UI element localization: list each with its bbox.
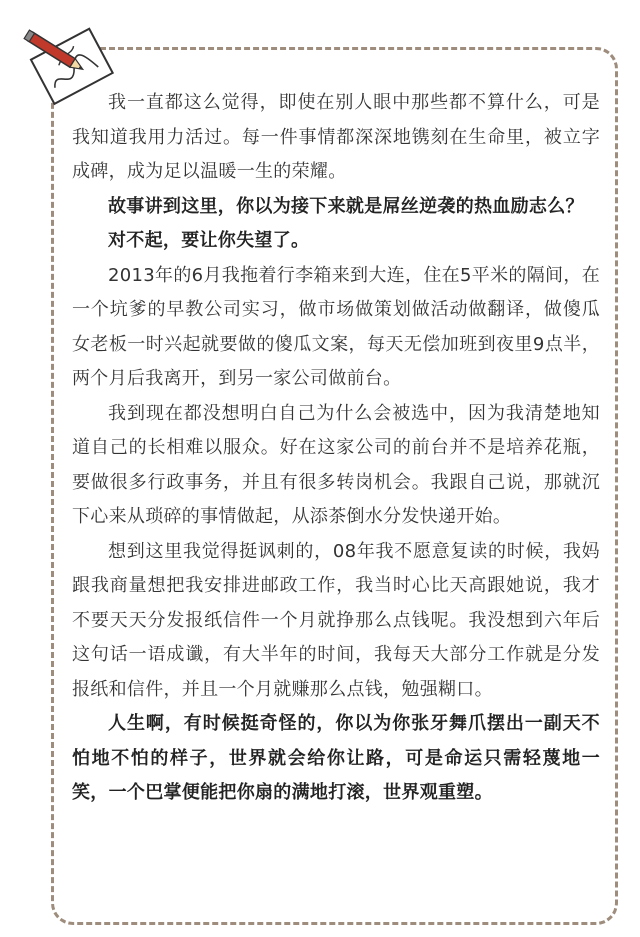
paragraph: 我一直都这么觉得，即使在别人眼中那些都不算什么，可是我知道我用力活过。每一件事情都深深地镌刻在生命里，被立字成碑，成为足以温暖一生的荣耀。 <box>72 92 600 182</box>
paragraph: 我到现在都没想明白自己为什么会被选中，因为我清楚地知道自己的长相难以服众。好在这家公司的前台并不是培养花瓶，要做很多行政事务，并且有很多转岗机会。我跟自己说，那就沉下心来从琐碎的事情做起，从添茶倒水分发快递开始。 <box>72 402 600 527</box>
paragraph-bold: 人生啊，有时候挺奇怪的，你以为你张牙舞爪摆出一副天不怕地不怕的样子，世界就会给你让路，可是命运只需轻蔑地一笑，一个巴掌便能把你扇的满地打滚，世界观重塑。 <box>72 713 600 803</box>
paragraph-bold: 故事讲到这里，你以为接下来就是屌丝逆袭的热血励志么？ <box>108 195 584 217</box>
paragraph: 2013年的6月我拖着行李箱来到大连，住在5平米的隔间，在一个坑爹的早教公司实习，做市场做策划做活动做翻译，做傻瓜女老板一时兴起就要做的傻瓜文案，每天无偿加班到夜里9点半，两个月后我离开，到另一家公司做前台。 <box>72 264 600 389</box>
article-body <box>72 86 600 811</box>
paragraph-bold: 对不起，要让你失望了。 <box>108 230 310 251</box>
paragraph: 想到这里我觉得挺讽刺的，08年我不愿意复读的时候，我妈跟我商量想把我安排进邮政工作，我当时心比天高跟她说，我才不要天天分发报纸信件一个月就挣那么点钱呢。我没想到六年后这句话一语成谶，有大半年的时间，我每天大部分工作就是分发报纸和信件，并且一个月就赚那么点钱，勉强糊口。 <box>72 540 600 700</box>
